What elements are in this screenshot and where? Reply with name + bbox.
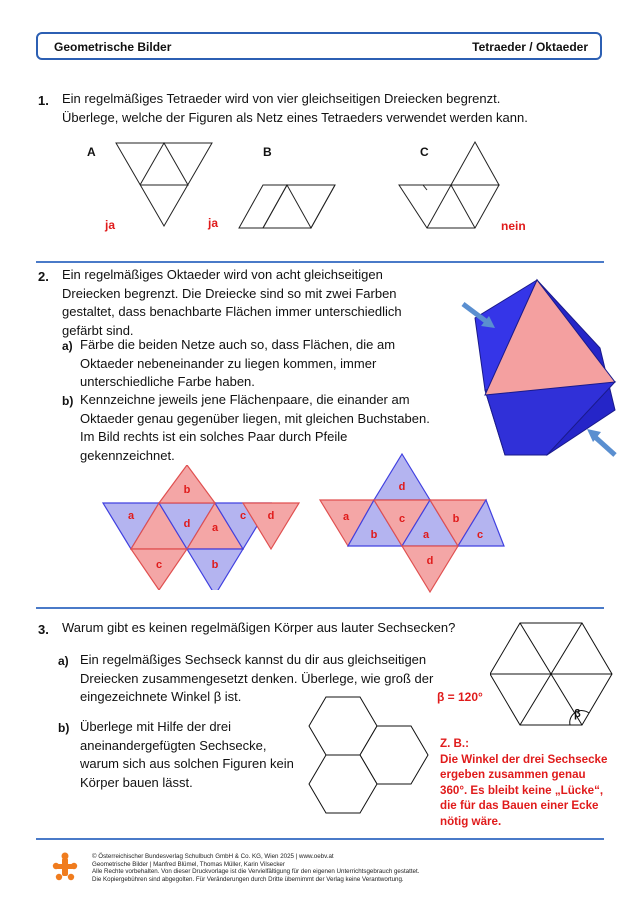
task2-a-line: unterschiedliche Farbe haben. bbox=[80, 374, 255, 389]
octahedron-figure bbox=[455, 270, 630, 460]
answer-line: nötig wäre. bbox=[440, 814, 502, 828]
task1-line1: Ein regelmäßiges Tetraeder wird von vier gleichseitigen Dreiecken begrenzt. bbox=[62, 91, 501, 106]
header-title: Geometrische Bilder bbox=[54, 40, 172, 54]
beta-answer: β = 120° bbox=[437, 690, 483, 704]
task2-a-line: Färbe die beiden Netze auch so, dass Flächen, die am bbox=[80, 337, 396, 352]
net-c bbox=[399, 142, 499, 228]
net1-letter: a bbox=[211, 522, 219, 534]
answer-a: ja bbox=[105, 218, 116, 232]
separator-3 bbox=[36, 838, 604, 840]
net2-letter: c bbox=[398, 513, 406, 525]
task2-a-label: a) bbox=[62, 339, 73, 353]
task3-b-text bbox=[80, 718, 300, 792]
net-b bbox=[239, 185, 335, 228]
task3-b-line: warum sich aus solchen Figuren kein bbox=[80, 756, 294, 771]
task1-number: 1. bbox=[38, 93, 49, 108]
net2-letter: b bbox=[452, 513, 460, 525]
oebv-logo-icon bbox=[52, 852, 78, 882]
answer-line: Z. B.: bbox=[440, 737, 469, 750]
task2-number: 2. bbox=[38, 269, 49, 284]
answer-line: 360°. Es bleibt keine „Lücke“, bbox=[440, 783, 604, 797]
answer-line: die für das Bauen einer Ecke bbox=[440, 799, 599, 812]
task3-a-line: eingezeichnete Winkel β ist. bbox=[80, 689, 242, 704]
task2-intro-line: Ein regelmäßiges Oktaeder wird von acht gleichseitigen bbox=[62, 267, 383, 282]
net2-face bbox=[374, 454, 430, 500]
task3-a-line: Dreiecken zusammengesetzt denken. Überlege, wie groß der bbox=[80, 670, 434, 686]
task2-intro-line: Dreiecken begrenzt. Die Dreiecke sind so mit zwei Farben bbox=[62, 285, 397, 301]
net-a bbox=[116, 143, 212, 226]
task3-number: 3. bbox=[38, 622, 49, 637]
footer-line: Die Kopiergebühren sind abgegolten. Für Veränderungen durch Dritte übernimmt der Verlag keine Verantwortung. bbox=[92, 875, 404, 883]
arrow-bottom bbox=[587, 429, 615, 455]
three-hexagons-figure bbox=[300, 692, 440, 832]
footer-text bbox=[92, 853, 612, 883]
figure-label-c: C bbox=[420, 145, 429, 159]
footer-line: © Österreichischer Bundesverlag Schulbuch GmbH & Co. KG, Wien 2025 | www.oebv.at bbox=[92, 853, 334, 860]
answer-line: ergeben zusammen genau bbox=[440, 768, 586, 781]
task2-intro-line: gefärbt sind. bbox=[62, 322, 134, 338]
octahedron-net-1 bbox=[95, 465, 300, 590]
net1-letter: d bbox=[267, 510, 275, 522]
answer-c: nein bbox=[501, 219, 526, 233]
task3-question: Warum gibt es keinen regelmäßigen Körper aus lauter Sechsecken? bbox=[62, 620, 456, 635]
task2-b-line: Im Bild rechts ist ein solches Paar durch Pfeile bbox=[80, 429, 348, 444]
task3-a-label: a) bbox=[58, 654, 69, 668]
task2-b-line: Kennzeichne jeweils jene Flächenpaare, die einander am bbox=[80, 392, 410, 407]
task3-a-line: Ein regelmäßiges Sechseck kannst du dir aus gleichseitigen bbox=[80, 652, 427, 667]
separator-2 bbox=[36, 607, 604, 609]
footer-line: Geometrische Bilder | Manfred Blümel, Thomas Müller, Karin Vilsecker bbox=[92, 860, 285, 868]
task2-b-line: gekennzeichnet. bbox=[80, 447, 175, 463]
separator-1 bbox=[36, 261, 604, 263]
task2-b-label: b) bbox=[62, 394, 74, 408]
task3-b-line: aneinandergefügten Sechsecke, bbox=[80, 737, 267, 753]
net1-letter: c bbox=[155, 559, 163, 571]
hexagon-figure bbox=[490, 620, 615, 728]
task3-b-line: Körper bauen lässt. bbox=[80, 774, 193, 790]
net1-letter: b bbox=[183, 484, 191, 496]
net1-letter: b bbox=[211, 559, 219, 571]
net2-letter: d bbox=[398, 481, 406, 493]
answer-b: ja bbox=[208, 216, 219, 230]
header-topic: Tetraeder / Oktaeder bbox=[472, 40, 588, 54]
task2-a-line: Oktaeder nebeneinander zu liegen kommen, immer bbox=[80, 355, 377, 371]
task3-b-label: b) bbox=[58, 721, 70, 735]
net2-letter: d bbox=[426, 555, 434, 567]
task2-intro-line: gestaltet, dass benachbarte Flächen immer unterschiedlich bbox=[62, 304, 402, 319]
answer-line: Die Winkel der drei Sechsecke bbox=[440, 752, 608, 766]
task1-line2: Überlege, welche der Figuren als Netz eines Tetraeders verwendet werden kann. bbox=[62, 109, 528, 125]
figure-label-a: A bbox=[87, 145, 96, 159]
octahedron-net-2 bbox=[318, 452, 508, 594]
net2-letter: a bbox=[422, 529, 430, 541]
net2-face bbox=[402, 546, 458, 592]
net2-letter: c bbox=[476, 529, 484, 541]
net2-letter: b bbox=[370, 529, 378, 541]
task3-answer bbox=[440, 736, 635, 829]
task3-b-line: Überlege mit Hilfe der drei bbox=[80, 719, 232, 734]
task2-intro bbox=[62, 266, 422, 340]
net1-letter: a bbox=[127, 510, 135, 522]
tetrahedron-nets bbox=[0, 0, 640, 260]
task2-b-line: Oktaeder genau gegenüber liegen, mit gleichen Buchstaben. bbox=[80, 410, 430, 426]
task2-a-text bbox=[80, 336, 440, 392]
net1-letter: c bbox=[239, 510, 247, 522]
figure-label-b: B bbox=[263, 145, 272, 159]
footer-line: Alle Rechte vorbehalten. Von dieser Druckvorlage ist die Vervielfältigung für den eigenen Unterrichtsgebrauch gestattet. bbox=[92, 868, 420, 876]
beta-symbol: β bbox=[574, 708, 581, 720]
net1-letter: d bbox=[183, 518, 191, 530]
net2-letter: a bbox=[342, 511, 350, 523]
